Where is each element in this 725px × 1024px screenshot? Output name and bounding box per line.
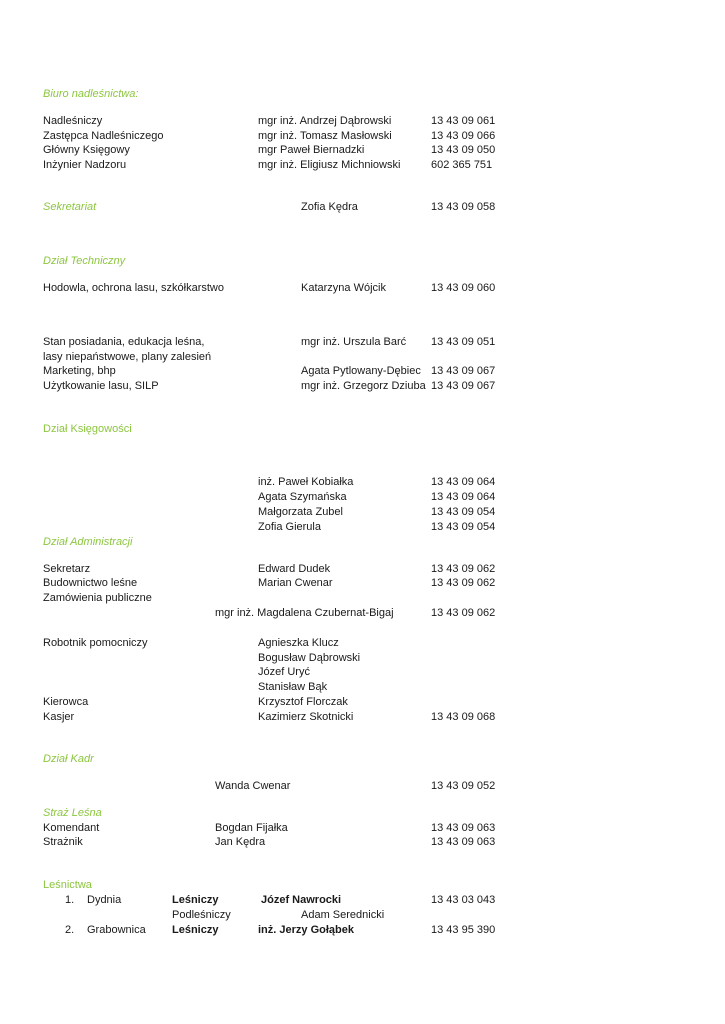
role-hodowla: Hodowla, ochrona lasu, szkółkarstwo: [43, 282, 224, 294]
phone-komendant: 13 43 09 063: [431, 822, 496, 834]
role-budownictwo: Budownictwo leśne: [43, 577, 138, 589]
role-straznik: Strażnik: [43, 836, 83, 848]
name-hodowla: Katarzyna Wójcik: [301, 282, 386, 294]
section-heading-administracja: Dział Administracji: [43, 536, 133, 548]
lesnictwo-title-2: Leśniczy: [172, 924, 219, 936]
name-robotnik-3: Józef Uryć: [258, 666, 310, 678]
name-sekretariat: Zofia Kędra: [301, 201, 358, 213]
section-heading-biuro: Biuro nadleśnictwa:: [43, 88, 139, 100]
name-ksiegowosc-3: Małgorzata Zubel: [258, 506, 343, 518]
phone-uzytkowanie: 13 43 09 067: [431, 380, 496, 392]
name-straznik: Jan Kędra: [215, 836, 266, 848]
phone-straznik: 13 43 09 063: [431, 836, 496, 848]
phone-sekretarz: 13 43 09 062: [431, 563, 496, 575]
role-marketing: Marketing, bhp: [43, 365, 116, 377]
role-nadlesniczy: Nadleśniczy: [43, 115, 103, 127]
section-heading-techniczny: Dział Techniczny: [43, 255, 126, 267]
role-glowny-ksiegowy: Główny Księgowy: [43, 144, 130, 156]
name-stan-posiadania: mgr inż. Urszula Barć: [301, 336, 407, 348]
phone-zamowienia: 13 43 09 062: [431, 607, 496, 619]
name-ksiegowosc-1: inż. Paweł Kobiałka: [258, 476, 354, 488]
role-zamowienia: Zamówienia publiczne: [43, 592, 152, 604]
name-zamowienia: mgr inż. Magdalena Czubernat-Bigaj: [215, 607, 394, 619]
name-nadlesniczy: mgr inż. Andrzej Dąbrowski: [258, 115, 392, 127]
section-heading-ksiegowosc: Dział Księgowości: [43, 423, 132, 435]
role-inzynier-nadzoru: Inżynier Nadzoru: [43, 159, 127, 171]
name-inzynier-nadzoru: mgr inż. Eligiusz Michniowski: [258, 159, 401, 171]
section-heading-lesnictwa: Leśnictwa: [43, 879, 92, 891]
name-robotnik-4: Stanisław Bąk: [258, 681, 328, 693]
name-glowny-ksiegowy: mgr Paweł Biernadzki: [258, 144, 365, 156]
name-komendant: Bogdan Fijałka: [215, 822, 288, 834]
name-kadr: Wanda Cwenar: [215, 780, 291, 792]
role-komendant: Komendant: [43, 822, 100, 834]
phone-hodowla: 13 43 09 060: [431, 282, 496, 294]
phone-glowny-ksiegowy: 13 43 09 050: [431, 144, 496, 156]
role-zastepca: Zastępca Nadleśniczego: [43, 130, 164, 142]
section-heading-kadr: Dział Kadr: [43, 753, 94, 765]
role-uzytkowanie: Użytkowanie lasu, SILP: [43, 380, 159, 392]
lesnictwo-place-1: Dydnia: [87, 894, 122, 906]
name-ksiegowosc-2: Agata Szymańska: [258, 491, 347, 503]
lesnictwo-subtitle-1: Podleśniczy: [172, 909, 231, 921]
lesnictwo-phone-2: 13 43 95 390: [431, 924, 496, 936]
lesnictwo-name-2: inż. Jerzy Gołąbek: [258, 924, 354, 936]
name-uzytkowanie: mgr inż. Grzegorz Dziuba: [301, 380, 426, 392]
phone-inzynier-nadzoru: 602 365 751: [431, 159, 493, 171]
phone-sekretariat: 13 43 09 058: [431, 201, 496, 213]
name-kasjer: Kazimierz Skotnicki: [258, 711, 354, 723]
lesnictwo-title-1: Leśniczy: [172, 894, 219, 906]
lesnictwo-place-2: Grabownica: [87, 924, 146, 936]
role-stan-posiadania-line2: lasy niepaństwowe, plany zalesień: [43, 351, 212, 363]
name-budownictwo: Marian Cwenar: [258, 577, 333, 589]
phone-kadr: 13 43 09 052: [431, 780, 496, 792]
phone-ksiegowosc-3: 13 43 09 054: [431, 506, 496, 518]
phone-zastepca: 13 43 09 066: [431, 130, 496, 142]
phone-ksiegowosc-2: 13 43 09 064: [431, 491, 496, 503]
phone-kasjer: 13 43 09 068: [431, 711, 496, 723]
section-heading-straz: Straż Leśna: [43, 807, 102, 819]
role-robotnik: Robotnik pomocniczy: [43, 637, 148, 649]
lesnictwo-number-1: 1.: [65, 894, 75, 906]
lesnictwo-number-2: 2.: [65, 924, 75, 936]
phone-ksiegowosc-4: 13 43 09 054: [431, 521, 496, 533]
lesnictwo-name-1: Józef Nawrocki: [261, 894, 342, 906]
name-zastepca: mgr inż. Tomasz Masłowski: [258, 130, 392, 142]
name-marketing: Agata Pytlowany-Dębiec: [301, 365, 421, 377]
role-sekretarz: Sekretarz: [43, 563, 91, 575]
section-heading-sekretariat: Sekretariat: [43, 201, 97, 213]
name-robotnik-1: Agnieszka Klucz: [258, 637, 339, 649]
lesnictwo-subname-1: Adam Serednicki: [301, 909, 385, 921]
name-ksiegowosc-4: Zofia Gierula: [258, 521, 321, 533]
role-kasjer: Kasjer: [43, 711, 75, 723]
role-stan-posiadania: Stan posiadania, edukacja leśna,: [43, 336, 205, 348]
phone-stan-posiadania: 13 43 09 051: [431, 336, 496, 348]
name-robotnik-2: Bogusław Dąbrowski: [258, 652, 361, 664]
name-kierowca: Krzysztof Florczak: [258, 696, 348, 708]
phone-marketing: 13 43 09 067: [431, 365, 496, 377]
phone-nadlesniczy: 13 43 09 061: [431, 115, 496, 127]
role-kierowca: Kierowca: [43, 696, 89, 708]
lesnictwo-phone-1: 13 43 03 043: [431, 894, 496, 906]
name-sekretarz: Edward Dudek: [258, 563, 331, 575]
phone-budownictwo: 13 43 09 062: [431, 577, 496, 589]
phone-ksiegowosc-1: 13 43 09 064: [431, 476, 496, 488]
